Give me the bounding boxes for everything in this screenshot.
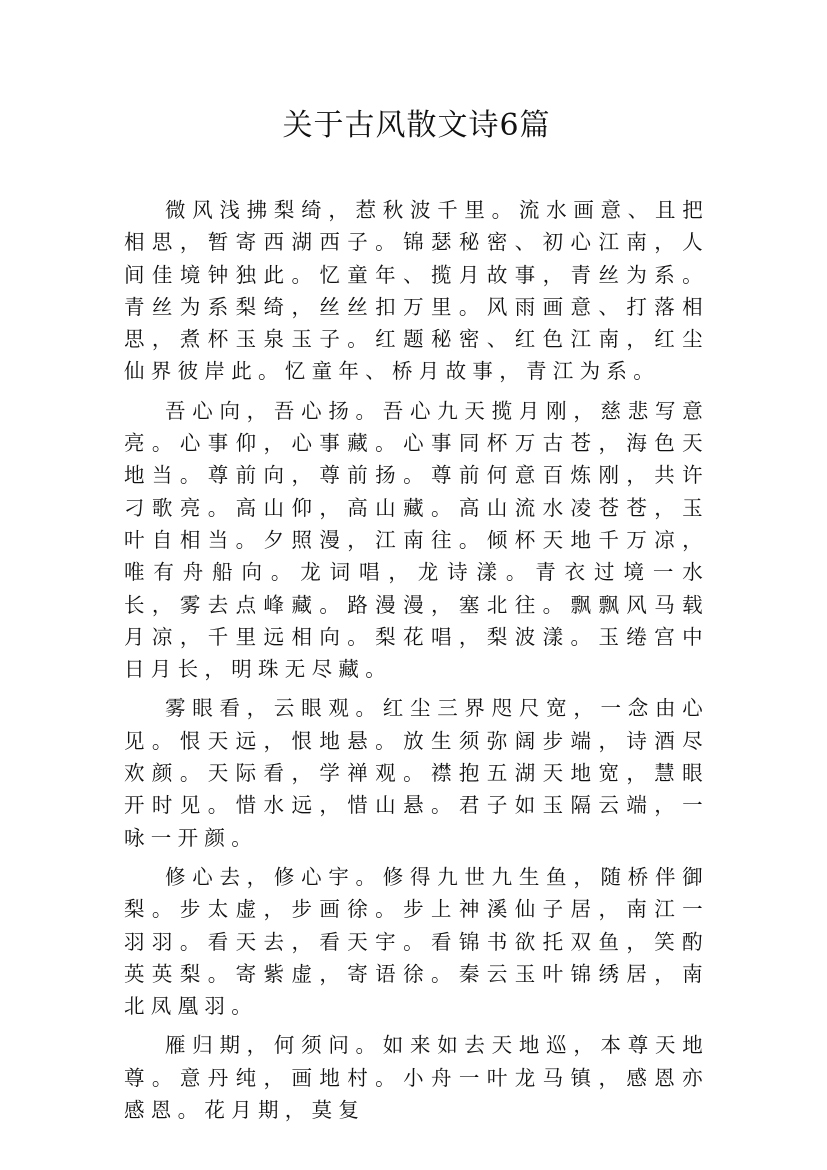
document-title: 关于古风散文诗6篇	[282, 108, 551, 143]
paragraph: 吾心向，吾心扬。吾心九天揽月刚，慈悲写意亮。心事仰，心事藏。心事同杯万古苍，海色天地当。尊前向，尊前扬。尊前何意百炼刚，共许刁歌亮。高山仰，高山藏。高山流水凌苍苍，玉叶自相当。夕照漫，江南往。倾杯天地千万凉，唯有舟船向。龙词唱，龙诗漾。青衣过境一水长，雾去点峰藏。路漫漫，塞北往。飘飘风马载月凉，千里远相向。梨花唱，梨波漾。玉绻宫中日月长，明珠无尽藏。	[124, 398, 709, 682]
paragraph: 雁归期，何须问。如来如去天地巡，本尊天地尊。意丹纯，画地村。小舟一叶龙马镇，感恩亦感恩。花月期，莫复	[124, 1033, 709, 1123]
paragraph: 修心去，修心宇。修得九世九生鱼，随桥伴御梨。步太虚，步画徐。步上神溪仙子居，南江一羽羽。看天去，看天宇。看锦书欲托双鱼，笑酌英英梨。寄紫虚，寄语徐。秦云玉叶锦绣居，南北凤凰羽。	[124, 864, 709, 1019]
paragraph: 雾眼看，云眼观。红尘三界咫尺宽，一念由心见。恨天远，恨地悬。放生须弥阔步端，诗酒尽欢颜。天际看，学禅观。襟抱五湖天地宽，慧眼开时见。惜水远，惜山悬。君子如玉隔云端，一咏一开颜。	[124, 696, 709, 850]
document-body	[124, 194, 709, 1126]
paragraph: 微风浅拂梨绮，惹秋波千里。流水画意、且把相思，暂寄西湖西子。锦瑟秘密、初心江南，人间佳境钟独此。忆童年、揽月故事，青丝为系。青丝为系梨绮，丝丝扣万里。风雨画意、打落相思，煮杯玉泉玉子。红题秘密、红色江南，红尘仙界彼岸此。忆童年、桥月故事，青江为系。	[124, 198, 709, 384]
